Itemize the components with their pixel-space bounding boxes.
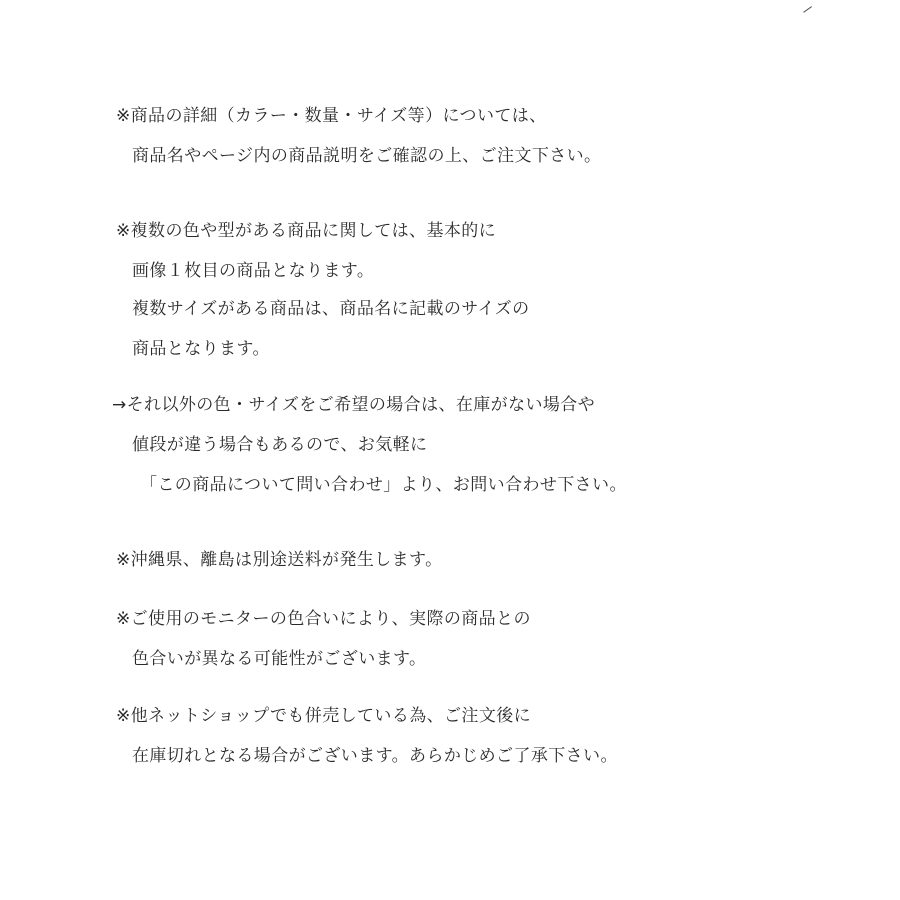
stock-notice-line-1: ※他ネットショップでも併売している為、ご注文後に (116, 706, 532, 726)
other-options-notice-line-1: →それ以外の色・サイズをご希望の場合は、在庫がない場合や (112, 395, 596, 415)
variants-notice-line-3: 複数サイズがある商品は、商品名に記載のサイズの (132, 299, 530, 319)
variants-notice-line-4: 商品となります。 (132, 339, 270, 359)
variants-notice-line-1: ※複数の色や型がある商品に関しては、基本的に (116, 221, 497, 241)
monitor-color-notice-line-2: 色合いが異なる可能性がございます。 (132, 649, 427, 669)
stock-notice-line-2: 在庫切れとなる場合がございます。あらかじめご了承下さい。 (132, 746, 618, 766)
details-notice-line-2: 商品名やページ内の商品説明をご確認の上、ご注文下さい。 (132, 146, 602, 166)
details-notice-line-1: ※商品の詳細（カラー・数量・サイズ等）については、 (116, 106, 547, 126)
corner-line-decoration (800, 1, 812, 12)
other-options-notice-line-2: 値段が違う場合もあるので、お気軽に (132, 435, 428, 455)
monitor-color-notice-line-1: ※ご使用のモニターの色合いにより、実際の商品との (116, 609, 531, 629)
shipping-notice-line-1: ※沖縄県、離島は別途送料が発生します。 (116, 550, 443, 570)
other-options-notice-line-3: 「この商品について問い合わせ」より、お問い合わせ下さい。 (140, 475, 627, 495)
variants-notice-line-2: 画像１枚目の商品となります。 (132, 261, 375, 281)
